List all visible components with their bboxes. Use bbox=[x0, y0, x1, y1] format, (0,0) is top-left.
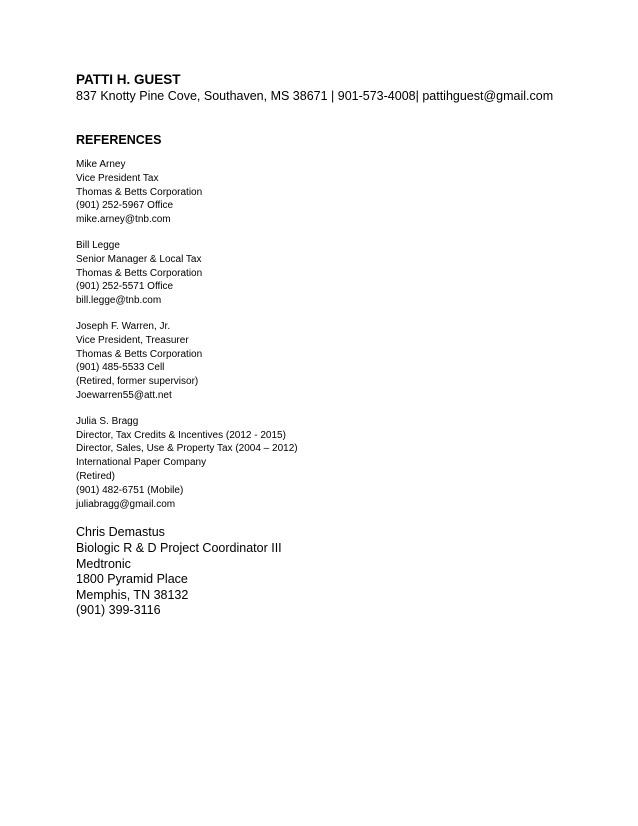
reference-address-city: Memphis, TN 38132 bbox=[76, 587, 189, 602]
reference-phone: (901) 399-3116 bbox=[76, 603, 161, 618]
reference-company: International Paper Company bbox=[76, 457, 207, 469]
reference-note: (Retired) bbox=[76, 470, 115, 482]
reference-name: Chris Demastus bbox=[76, 525, 165, 540]
reference-title: Vice President, Treasurer bbox=[76, 334, 189, 346]
reference-title: Director, Tax Credits & Incentives (2012 - 2015) bbox=[76, 429, 286, 441]
reference-company: Thomas & Betts Corporation bbox=[76, 348, 203, 360]
reference-name: Julia S. Bragg bbox=[76, 415, 139, 427]
reference-address-street: 1800 Pyramid Place bbox=[76, 572, 188, 587]
reference-name: Joseph F. Warren, Jr. bbox=[76, 320, 171, 332]
reference-name: Mike Arney bbox=[76, 159, 126, 170]
reference-title: Biologic R & D Project Coordinator III bbox=[76, 540, 282, 555]
reference-title: Vice President Tax bbox=[76, 172, 159, 184]
reference-entry-bill-legge bbox=[76, 239, 616, 308]
reference-email: Joewarren55@att.net bbox=[76, 389, 172, 401]
reference-phone: (901) 482-6751 (Mobile) bbox=[76, 484, 184, 496]
reference-company: Thomas & Betts Corporation bbox=[76, 267, 203, 279]
reference-entry-chris-demastus bbox=[76, 525, 616, 619]
reference-title: Senior Manager & Local Tax bbox=[76, 253, 202, 265]
section-title-references: REFERENCES bbox=[76, 133, 162, 147]
reference-phone: (901) 485-5533 Cell bbox=[76, 362, 165, 374]
resume-page bbox=[76, 72, 616, 619]
reference-phone: (901) 252-5967 Office bbox=[76, 200, 174, 212]
reference-email: juliabragg@gmail.com bbox=[76, 498, 176, 510]
reference-entry-joseph-warren bbox=[76, 320, 616, 403]
reference-note: (Retired, former supervisor) bbox=[76, 376, 199, 388]
reference-entry-mike-arney bbox=[76, 158, 616, 227]
reference-list bbox=[76, 158, 616, 619]
reference-company: Thomas & Betts Corporation bbox=[76, 186, 203, 198]
reference-email: bill.legge@tnb.com bbox=[76, 295, 162, 307]
reference-title-secondary: Director, Sales, Use & Property Tax (2004 – 2012) bbox=[76, 443, 298, 455]
applicant-name: PATTI H. GUEST bbox=[76, 72, 181, 87]
applicant-contact: 837 Knotty Pine Cove, Southaven, MS 38671 | 901-573-4008| pattihguest@gmail.com bbox=[76, 89, 554, 103]
reference-entry-julia-bragg bbox=[76, 415, 616, 512]
reference-phone: (901) 252-5571 Office bbox=[76, 281, 174, 293]
reference-email: mike.arney@tnb.com bbox=[76, 214, 171, 226]
reference-name: Bill Legge bbox=[76, 239, 120, 251]
reference-company: Medtronic bbox=[76, 556, 131, 571]
